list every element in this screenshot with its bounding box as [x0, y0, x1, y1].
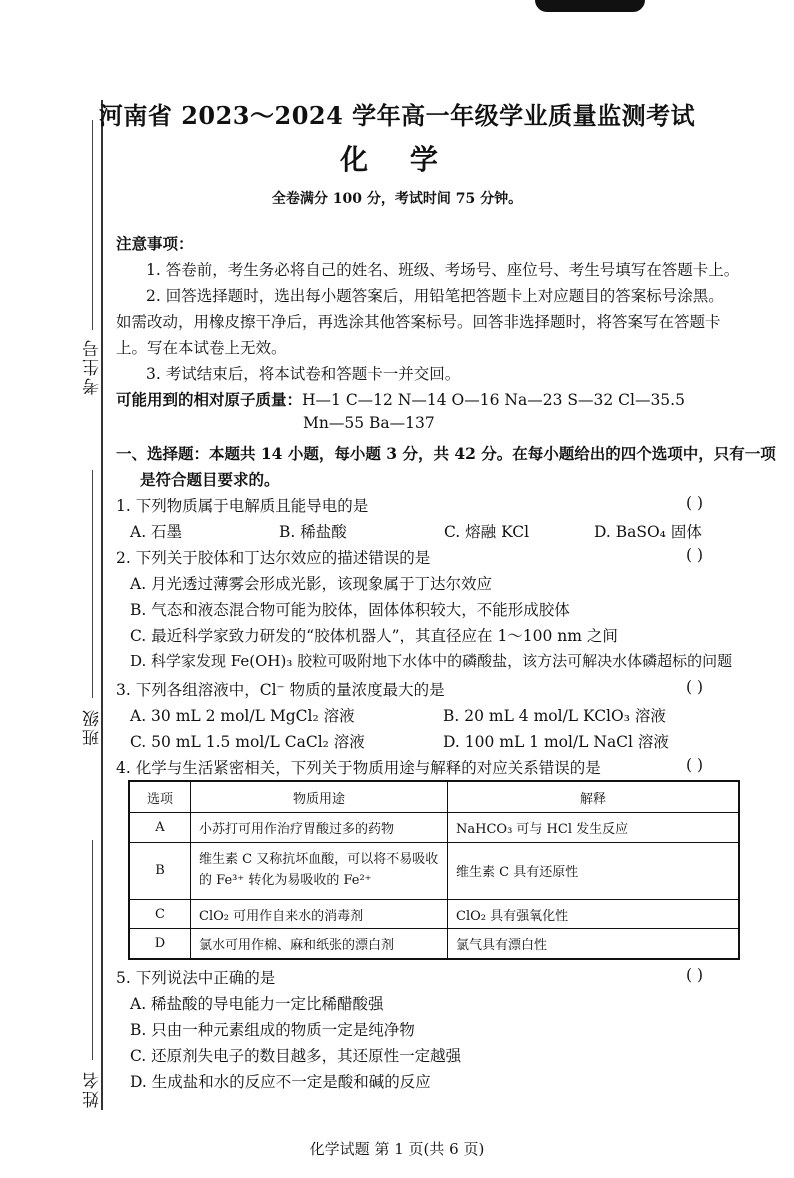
table-cell-option: D	[129, 929, 191, 959]
q2-answer-paren: ( )	[686, 546, 704, 564]
q2-option-d: D. 科学家发现 Fe(OH)₃ 胶粒可吸附地下水体中的磷酸盐，该方法可解决水体磷超标的问题	[130, 652, 733, 670]
q5-answer-paren: ( )	[686, 966, 704, 984]
table-cell-option: A	[129, 813, 191, 843]
note-3: 3. 考试结束后，将本试卷和答题卡一并交回。	[146, 365, 461, 383]
q4-stem: 4. 化学与生活紧密相关，下列关于物质用途与解释的对应关系错误的是	[116, 759, 601, 777]
q1-answer-paren: ( )	[686, 494, 704, 512]
q1-stem: 1. 下列物质属于电解质且能导电的是	[116, 497, 369, 515]
atomic-masses-label: 可能用到的相对原子质量：	[116, 390, 303, 409]
table-cell-explanation: ClO₂ 具有强氧化性	[448, 899, 740, 929]
q1-option-c: C. 熔融 KCl	[444, 523, 530, 541]
section-1-heading-cont: 是符合题目要求的。	[140, 470, 280, 489]
top-edge-mark	[535, 0, 645, 12]
q4-answer-paren: ( )	[686, 756, 704, 774]
q2-option-c: C. 最近科学家致力研发的“胶体机器人”，其直径应在 1～100 nm 之间	[130, 627, 618, 645]
q3-answer-paren: ( )	[686, 678, 704, 696]
q1-option-a: A. 石墨	[130, 523, 183, 541]
q3-option-b: B. 20 mL 4 mol/L KClO₃ 溶液	[443, 707, 666, 725]
q3-option-a: A. 30 mL 2 mol/L MgCl₂ 溶液	[130, 707, 355, 725]
q5-option-b: B. 只由一种元素组成的物质一定是纯净物	[130, 1021, 415, 1039]
exam-number-label: 考生号	[83, 338, 103, 395]
table-cell-option: B	[129, 842, 191, 899]
q5-option-a: A. 稀盐酸的导电能力一定比稀醋酸强	[130, 995, 384, 1013]
q5-option-c: C. 还原剂失电子的数目越多，其还原性一定越强	[130, 1047, 462, 1065]
name-label: 姓名	[83, 1070, 103, 1108]
q2-option-b: B. 气态和液态混合物可能为胶体，固体体积较大，不能形成胶体	[130, 601, 570, 619]
section-1-heading: 一、选择题：本题共 14 小题，每小题 3 分，共 42 分。在每小题给出的四个选项中，只有一项	[116, 444, 776, 463]
q1-option-d: D. BaSO₄ 固体	[594, 523, 702, 541]
table-header-use: 物质用途	[191, 781, 448, 813]
table-cell-use: 小苏打可用作治疗胃酸过多的药物	[191, 813, 448, 843]
notes-heading: 注意事项：	[116, 234, 194, 253]
atomic-masses-line2: Mn—55 Ba—137	[303, 414, 435, 432]
table-cell-explanation: 氯气具有漂白性	[448, 929, 740, 959]
table-cell-use: 氯水可用作棉、麻和纸张的漂白剂	[191, 929, 448, 959]
q1-option-b: B. 稀盐酸	[279, 523, 347, 541]
table-row	[129, 813, 739, 843]
table-row	[129, 899, 739, 929]
q5-option-d: D. 生成盐和水的反应不一定是酸和碱的反应	[130, 1073, 431, 1091]
atomic-masses-line1	[116, 388, 685, 410]
subject-title: 化 学	[340, 143, 454, 176]
q3-option-c: C. 50 mL 1.5 mol/L CaCl₂ 溶液	[130, 733, 365, 751]
table-cell-explanation: NaHCO₃ 可与 HCl 发生反应	[448, 813, 740, 843]
table-header-row	[129, 781, 739, 813]
table-header-option: 选项	[129, 781, 191, 813]
q2-stem: 2. 下列关于胶体和丁达尔效应的描述错误的是	[116, 549, 431, 567]
atomic-masses-values: H—1 C—12 N—14 O—16 Na—23 S—32 Cl—35.5	[302, 391, 685, 409]
exam-title: 河南省 2023～2024 学年高一年级学业质量监测考试	[98, 101, 696, 130]
q4-table	[128, 780, 740, 960]
name-blank	[92, 840, 93, 1060]
table-header-explanation: 解释	[448, 781, 740, 813]
page-footer: 化学试题 第 1 页(共 6 页)	[309, 1140, 485, 1158]
table-row	[129, 842, 739, 899]
q2-option-a: A. 月光透过薄雾会形成光影，该现象属于丁达尔效应	[130, 575, 493, 593]
q3-stem: 3. 下列各组溶液中，Cl⁻ 物质的量浓度最大的是	[116, 681, 445, 699]
note-2: 2. 回答选择题时，选出每小题答案后，用铅笔把答题卡上对应题目的答案标号涂黑。	[146, 287, 724, 305]
note-2-end: 上。写在本试卷上无效。	[116, 339, 287, 357]
table-cell-use: ClO₂ 可用作自来水的消毒剂	[191, 899, 448, 929]
table-cell-explanation: 维生素 C 具有还原性	[448, 842, 740, 899]
table-row	[129, 929, 739, 959]
class-blank	[92, 470, 93, 698]
table-cell-use: 维生素 C 又称抗坏血酸，可以将不易吸收的 Fe³⁺ 转化为易吸收的 Fe²⁺	[191, 842, 448, 899]
q3-option-d: D. 100 mL 1 mol/L NaCl 溶液	[443, 733, 669, 751]
q5-stem: 5. 下列说法中正确的是	[116, 969, 276, 987]
binding-margin-line	[101, 100, 103, 1110]
table-cell-option: C	[129, 899, 191, 929]
note-1: 1. 答卷前，考生务必将自己的姓名、班级、考场号、座位号、考生号填写在答题卡上。	[146, 261, 740, 279]
note-2-cont: 如需改动，用橡皮擦干净后，再选涂其他答案标号。回答非选择题时，将答案写在答题卡	[116, 313, 721, 331]
exam-info: 全卷满分 100 分，考试时间 75 分钟。	[271, 191, 523, 207]
class-label: 班级	[83, 708, 103, 746]
